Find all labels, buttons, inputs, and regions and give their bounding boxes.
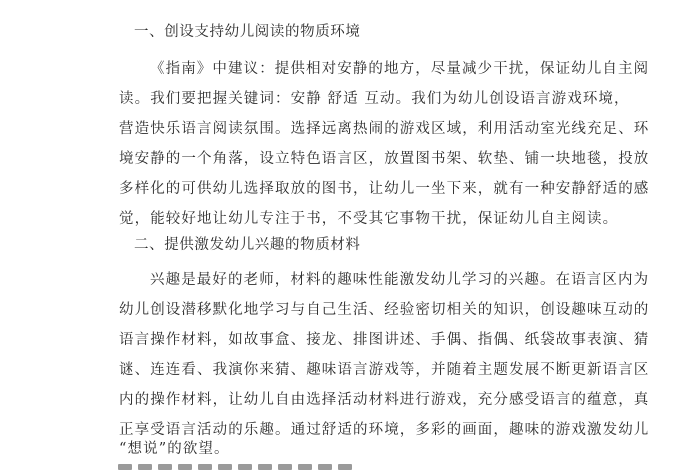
clipped-text-bottom bbox=[118, 464, 352, 472]
paragraph-1-line-4: 境安静的一个角落，设立特色语言区，放置图书架、软垫、铺一块地毯，投放 bbox=[119, 151, 650, 167]
paragraph-2-line-5: 内的操作材料，让幼儿自由选择活动材料进行游戏，充分感受语言的蕴意，真 bbox=[119, 392, 650, 408]
paragraph-1-line-3: 营造快乐语言阅读氛围。选择远离热闹的游戏区域，利用活动室光线充足、环 bbox=[119, 121, 650, 137]
paragraph-2-line-2: 幼儿创设潜移默化地学习与自己生活、经验密切相关的知识，创设趣味互动的 bbox=[119, 302, 650, 318]
paragraph-1-line-2: 读。我们要把握关键词：安静 舒适 互动。我们为幼儿创设语言游戏环境， bbox=[119, 91, 630, 107]
paragraph-2-line-7: “想说”的欲望。 bbox=[119, 441, 230, 457]
paragraph-1-line-1: 《指南》中建议：提供相对安静的地方，尽量减少干扰，保证幼儿自主阅 bbox=[150, 61, 650, 77]
section-2-heading: 二、提供激发幼儿兴趣的物质材料 bbox=[134, 237, 361, 253]
paragraph-2-line-1: 兴趣是最好的老师，材料的趣味性能激发幼儿学习的兴趣。在语言区内为 bbox=[150, 272, 650, 288]
clipped-text-top bbox=[118, 0, 296, 3]
paragraph-1-line-5: 多样化的可供幼儿选择取放的图书，让幼儿一坐下来，就有一种安静舒适的感 bbox=[119, 181, 650, 197]
paragraph-2-line-4: 谜、连连看、我演你来猜、趣味语言游戏等，并随着主题发展不断更新语言区 bbox=[119, 362, 650, 378]
section-1-heading: 一、创设支持幼儿阅读的物质环境 bbox=[134, 24, 361, 40]
paragraph-2-line-6: 正享受语言活动的乐趣。通过舒适的环境，多彩的画面，趣味的游戏激发幼儿 bbox=[119, 422, 650, 438]
paragraph-2-line-3: 语言操作材料，如故事盒、接龙、排图讲述、手偶、指偶、纸袋故事表演、猜 bbox=[119, 332, 650, 348]
paragraph-1-line-6: 觉，能较好地让幼儿专注于书，不受其它事物干扰，保证幼儿自主阅读。 bbox=[119, 211, 619, 227]
